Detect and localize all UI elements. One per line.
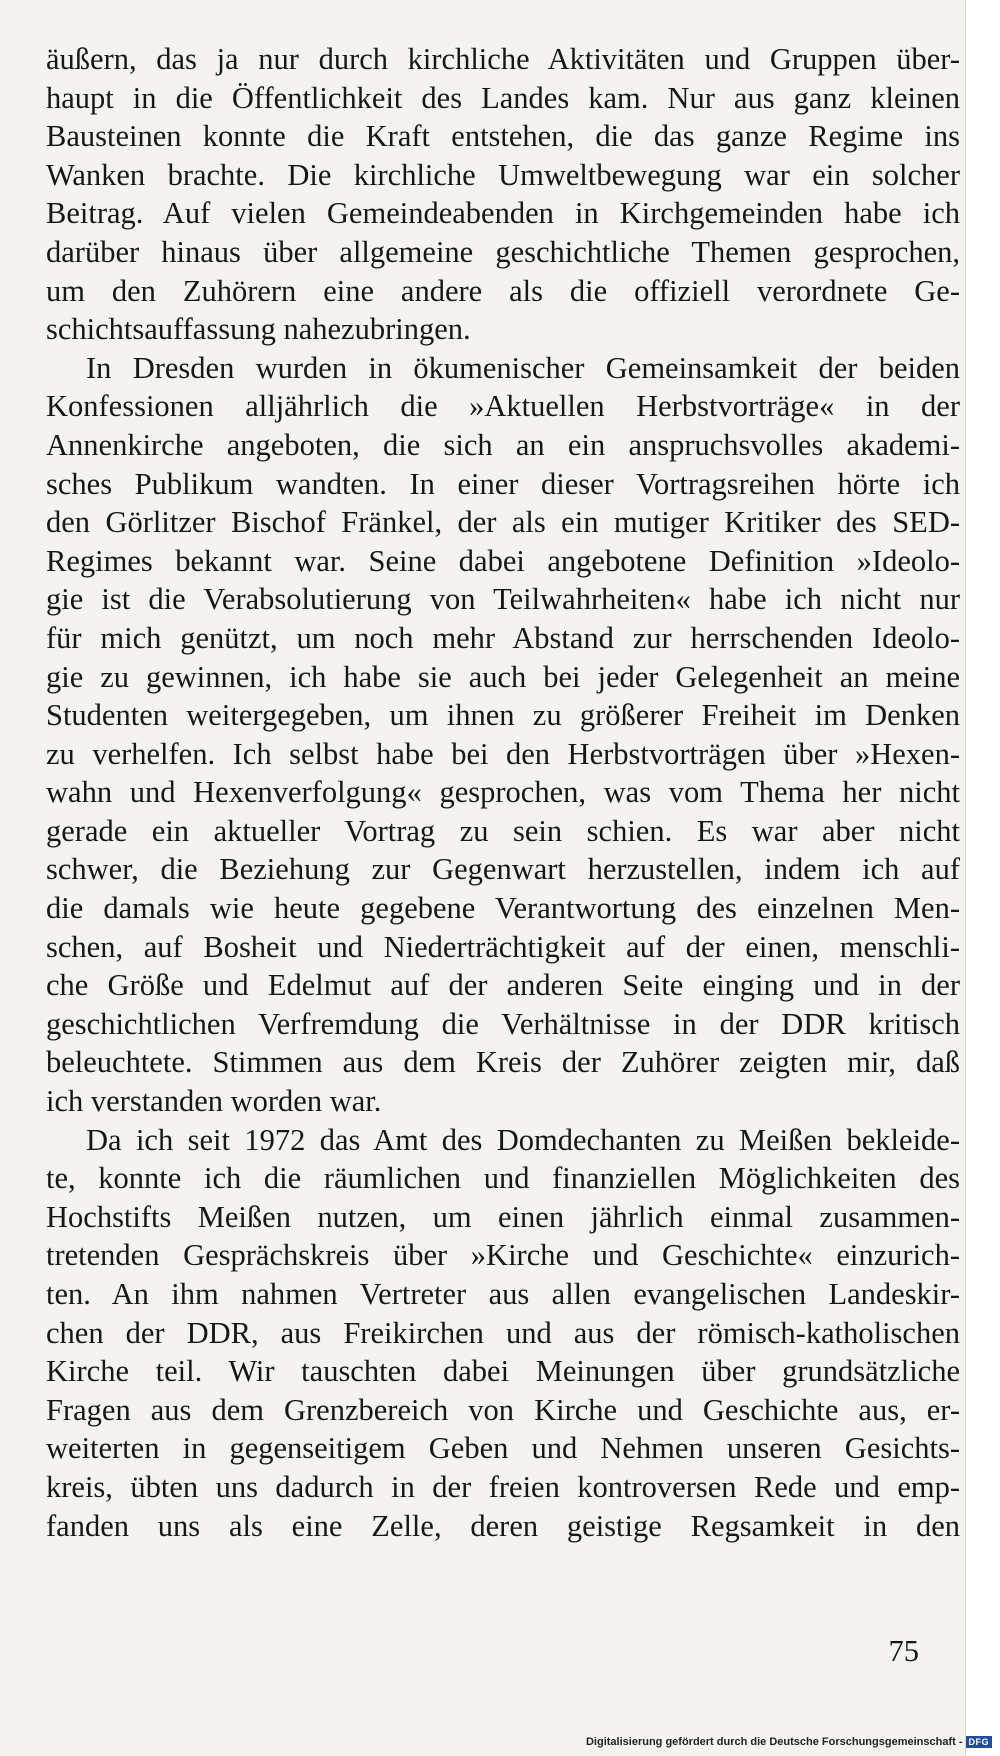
text-line: chen der DDR, aus Freikirchen und aus der römisch-katholischen xyxy=(46,1315,960,1350)
text-line: für mich genützt, um noch mehr Abstand zur herrschenden Ideolo- xyxy=(46,620,960,655)
text-line: um den Zuhörern eine andere als die offiziell verordnete Ge- xyxy=(46,273,960,308)
text-line: Beitrag. Auf vielen Gemeindeabenden in Kirchgemeinden habe ich xyxy=(46,196,960,231)
footer-credit-text: Digitalisierung gefördert durch die Deutsche Forschungsgemeinschaft - xyxy=(585,1736,963,1748)
text-line: schichtsauffassung nahezubringen. xyxy=(46,312,471,347)
text-line: weiterten in gegenseitigem Geben und Nehmen unseren Gesichts- xyxy=(46,1431,960,1466)
text-line: kreis, übten uns dadurch in der freien kontroversen Rede und emp- xyxy=(46,1469,960,1504)
text-line: zu verhelfen. Ich selbst habe bei den Herbstvorträgen über »Hexen- xyxy=(46,736,960,771)
text-line: ich verstanden worden war. xyxy=(46,1084,382,1119)
text-line: ten. An ihm nahmen Vertreter aus allen evangelischen Landeskir- xyxy=(46,1277,960,1311)
paragraph-2 xyxy=(46,349,960,1121)
paragraph-3 xyxy=(46,1121,960,1546)
text-line: gie ist die Verabsolutierung von Teilwahrheiten« habe ich nicht nur xyxy=(46,582,960,617)
text-line: Da ich seit 1972 das Amt des Domdechanten zu Meißen bekleide- xyxy=(86,1122,960,1157)
page-number: 75 xyxy=(888,1634,919,1668)
dfg-logo-icon: DFG xyxy=(966,1736,993,1748)
text-line: gerade ein aktueller Vortrag zu sein schien. Es war aber nicht xyxy=(46,813,960,848)
text-line: haupt in die Öffentlichkeit des Landes kam. Nur aus ganz kleinen xyxy=(46,80,960,115)
text-line: schen, auf Bosheit und Niederträchtigkeit auf der einen, menschli- xyxy=(46,929,960,964)
text-line: gie zu gewinnen, ich habe sie auch bei jeder Gelegenheit an meine xyxy=(46,659,960,694)
text-line: äußern, das ja nur durch kirchliche Aktivitäten und Gruppen über- xyxy=(46,42,960,76)
text-line: schwer, die Beziehung zur Gegenwart herzustellen, indem ich auf xyxy=(46,852,960,887)
text-line: Wanken brachte. Die kirchliche Umweltbewegung war ein solcher xyxy=(46,157,960,192)
paragraph-1 xyxy=(46,40,960,349)
text-line: Studenten weitergegeben, um ihnen zu größerer Freiheit im Denken xyxy=(46,698,960,733)
digitization-footer xyxy=(586,1736,992,1748)
text-line: che Größe und Edelmut auf der anderen Seite einging und in der xyxy=(46,968,960,1003)
text-line: darüber hinaus über allgemeine geschichtliche Themen gesprochen, xyxy=(46,234,960,269)
text-line: Annenkirche angeboten, die sich an ein anspruchsvolles akademi- xyxy=(46,427,960,462)
text-line: In Dresden wurden in ökumenischer Gemeinsamkeit der beiden xyxy=(86,350,960,385)
text-line: beleuchtete. Stimmen aus dem Kreis der Zuhörer zeigten mir, daß xyxy=(46,1045,960,1080)
text-line: Fragen aus dem Grenzbereich von Kirche und Geschichte aus, er- xyxy=(46,1392,960,1427)
text-line: Kirche teil. Wir tauschten dabei Meinungen über grundsätzliche xyxy=(46,1354,960,1389)
text-line: Regimes bekannt war. Seine dabei angebotene Definition »Ideolo- xyxy=(46,543,960,578)
body-text xyxy=(46,40,960,1545)
text-line: sches Publikum wandten. In einer dieser Vortragsreihen hörte ich xyxy=(46,466,960,501)
text-line: wahn und Hexenverfolgung« gesprochen, was vom Thema her nicht xyxy=(46,775,960,810)
text-line: die damals wie heute gegebene Verantwortung des einzelnen Men- xyxy=(46,891,960,926)
text-line: te, konnte ich die räumlichen und finanziellen Möglichkeiten des xyxy=(46,1161,960,1196)
text-line: Konfessionen alljährlich die »Aktuellen Herbstvorträge« in der xyxy=(46,389,960,424)
text-line: fanden uns als eine Zelle, deren geistige Regsamkeit in den xyxy=(46,1508,960,1543)
text-line: tretenden Gesprächskreis über »Kirche und Geschichte« einzurich- xyxy=(46,1238,960,1273)
text-line: Bausteinen konnte die Kraft entstehen, die das ganze Regime ins xyxy=(46,119,960,154)
text-line: den Görlitzer Bischof Fränkel, der als ein mutiger Kritiker des SED- xyxy=(46,505,960,540)
text-line: geschichtlichen Verfremdung die Verhältnisse in der DDR kritisch xyxy=(46,1006,960,1041)
text-line: Hochstifts Meißen nutzen, um einen jährlich einmal zusammen- xyxy=(46,1199,960,1234)
